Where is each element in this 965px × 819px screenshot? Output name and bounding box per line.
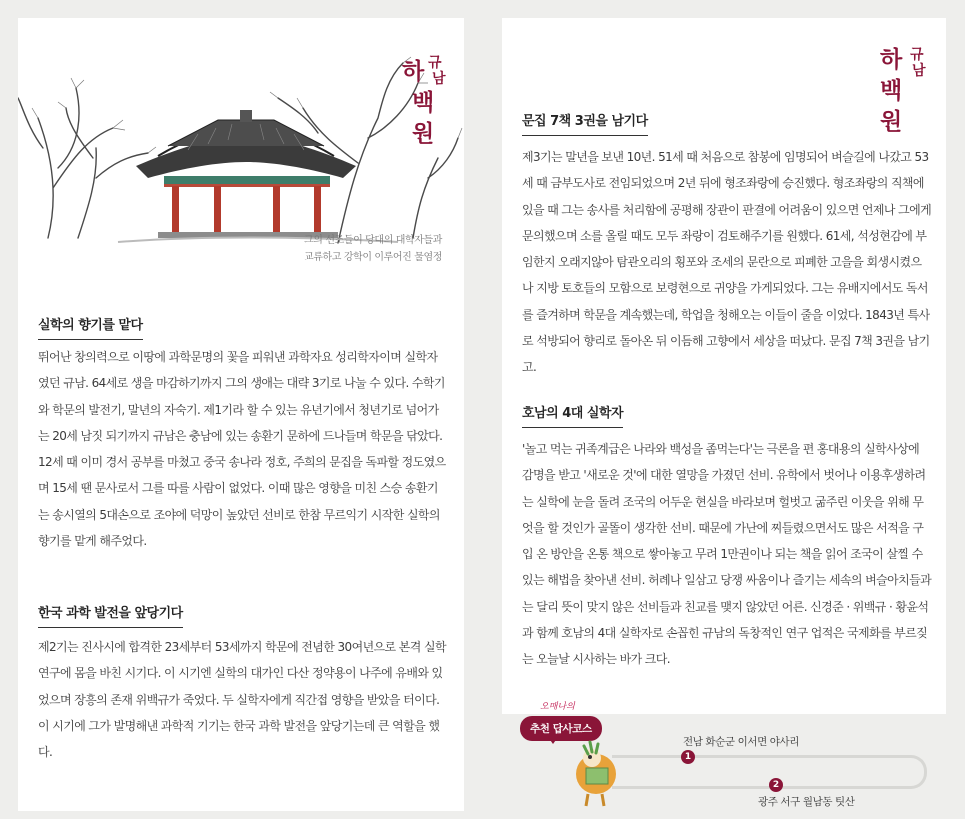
brand-char: 백 <box>412 89 435 116</box>
section-heading: 실학의 향기를 맡다 <box>38 314 143 340</box>
brand-char: 하 <box>402 58 425 85</box>
pavilion-illustration <box>18 38 464 248</box>
brand-char: 하 <box>880 46 903 73</box>
course-stop-label: 광주 서구 월남동 팃산 <box>758 796 855 808</box>
brand-char-small: 남 <box>432 71 446 87</box>
course-stop-marker: 1 <box>681 750 695 764</box>
caption-line: 교류하고 강학이 이루어진 물염정 <box>304 252 442 263</box>
course-stop-label: 전남 화순군 이서면 야사리 <box>683 736 799 748</box>
brand-char: 백 <box>880 77 903 104</box>
section-body: 제2기는 진사시에 합격한 23세부터 53세까지 학문에 전념한 30여년으로 본격 실학 연구에 몸을 바친 시기다. 이 시기엔 실학의 대가인 다산 정약용이 나주에 유배와 있었으며 장흥의 존재 위백규가 죽었다. 두 실학자에게 직간접 영향을 받았을 터이다. 이 시기에 그가 발명해낸 과학적 기기는 한국 과학 발전을 앞당기는데 큰 역할을 했다. <box>38 640 446 760</box>
course-script-label: 오매나의 <box>540 702 575 712</box>
left-page <box>18 18 464 811</box>
caption-line: 그의 선조들이 당대의 대학자들과 <box>304 235 442 246</box>
right-page <box>502 18 946 714</box>
recommended-course-badge: 추천 답사코스 <box>520 716 602 741</box>
brand-char-small: 규 <box>428 55 442 71</box>
brand-char-small: 남 <box>912 63 926 79</box>
section-heading: 한국 과학 발전을 앞당기다 <box>38 602 183 628</box>
brand-char-small: 규 <box>910 47 924 63</box>
section-body: 제3기는 말년을 보낸 10년. 51세 때 처음으로 참봉에 임명되어 벼슬길에 나갔고 53세 때 금부도사로 전임되었으며 2년 뒤에 형조좌랑에 승진했다. 형조좌랑의 직책에 있을 때 그는 송사를 처리함에 공평해 장관이 판결에 어려움이 있으면 언제나 그에게 문의했으며 소를 올릴 때도 모두 좌랑이 검토해주기를 원했다. 61세, 석성현감에 부임한지 오래지않아 탐관오리의 횡포와 조세의 문란으로 피폐한 고을을 회생시켰으나 지방 토호들의 모함으로 보령현으로 귀양을 가게되었다. 그는 유배지에서도 독서를 즐겨하며 학문을 계속했는데, 학업을 청해오는 이들이 줄을 이었다. 1843년 특사로 석방되어 향리로 돌아온 뒤 이듬해 고향에서 세상을 떠났다. 문집 7책 3권을 남기고. <box>522 150 932 375</box>
section-body: 뛰어난 창의력으로 이땅에 과학문명의 꽃을 피워낸 과학자요 성리학자이며 실학자였던 규남. 64세로 생을 마감하기까지 그의 생애는 대략 3기로 나눌 수 있다. 수학기와 학문의 발전기, 말년의 자숙기. 제1기라 할 수 있는 유년기에서 청년기로 넘어가는 20세 남짓 되기까지 규남은 충남에 있는 송환기 문하에 드나들며 학문을 닦았다. 12세 때 이미 경서 공부를 마쳤고 중국 송나라 정호, 주희의 문집을 독파할 정도였으며 15세 땐 문사로서 그를 따를 사람이 없었다. 이때 많은 영향을 미친 스승 송환기는 송시열의 5대손으로 조야에 덕망이 높았던 선비로 한참 무르익기 시작한 실학의 향기를 맡게 해주었다. <box>38 350 446 549</box>
brand-char: 원 <box>412 120 435 147</box>
brand-char: 원 <box>880 108 903 135</box>
brand-title <box>402 55 446 149</box>
photo-caption <box>304 232 442 266</box>
section-body: '놀고 먹는 귀족계급은 나라와 백성을 좀먹는다'는 극론을 편 홍대용의 실학사상에 감명을 받고 '새로운 것'에 대한 열망을 가졌던 선비. 유학에서 벗어나 이용후생하려는 실학에 눈을 돌려 조국의 어두운 현실을 바라보며 헐벗고 굶주린 이웃을 위해 무엇을 할 것인가 골똘이 생각한 선비. 때문에 가난에 찌들렸으면서도 많은 서적을 구입 온 방안을 온통 책으로 쌓아놓고 무려 1만권이나 되는 책을 읽어 조국이 살찔 수 있는 해법을 찾아낸 선비. 허례나 일삼고 당쟁 싸움이나 즐기는 세속의 벼슬아치들과는 달리 뜻이 맞지 않은 선비들과 친교를 맺지 않았던 어른. 신경준 · 위백규 · 황윤석과 함께 호남의 4대 실학자로 손꼽힌 규남의 독창적인 연구 업적은 국제화를 부르짖는 오늘날 시사하는 바가 크다. <box>522 442 932 667</box>
mascot-icon <box>570 738 626 810</box>
course-stop-marker: 2 <box>769 778 783 792</box>
brand-title <box>880 44 926 137</box>
section-heading: 문집 7책 3권을 남기다 <box>522 110 648 136</box>
badge-tail <box>548 737 558 744</box>
section-heading: 호남의 4대 실학자 <box>522 402 623 428</box>
